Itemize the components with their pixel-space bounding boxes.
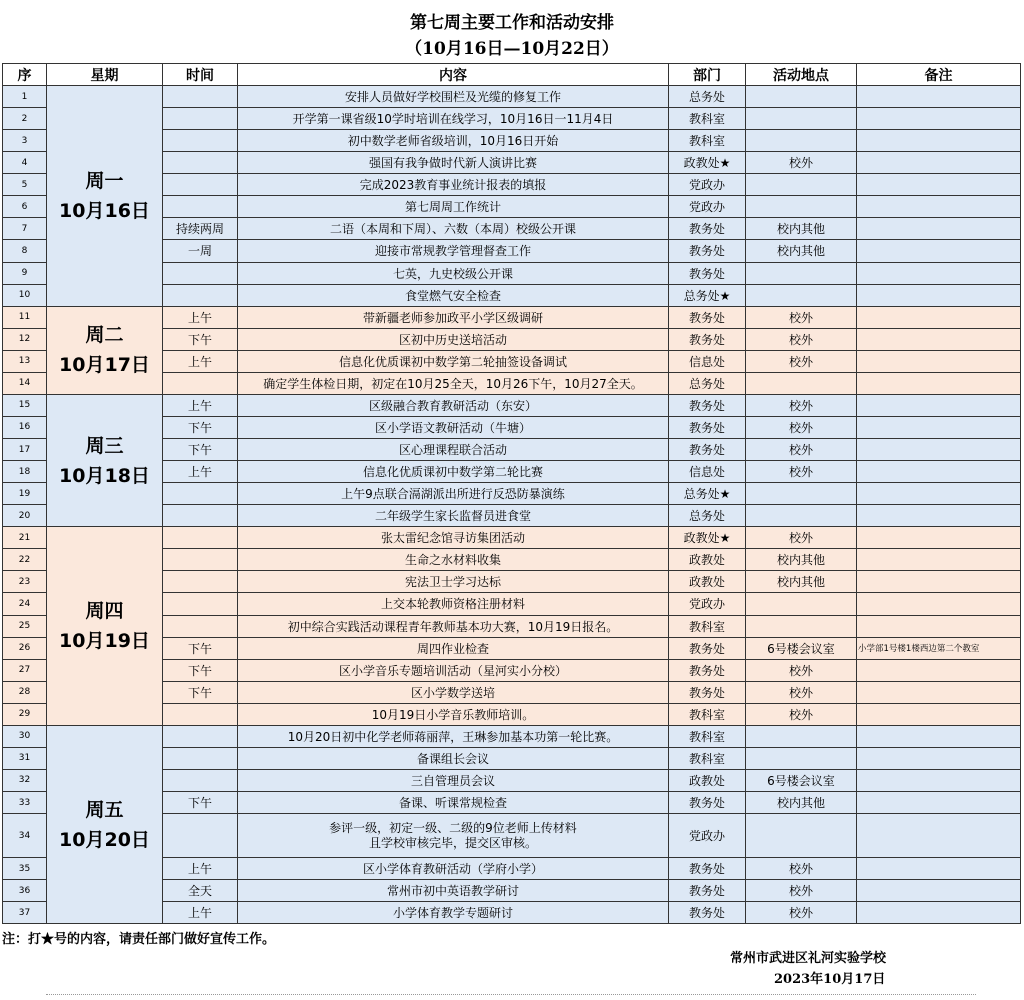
time-cell [163, 505, 238, 527]
department-cell: 教科室 [669, 130, 746, 152]
row-index: 9 [3, 262, 47, 284]
row-index: 4 [3, 152, 47, 174]
weekday-cell [47, 86, 163, 307]
remarks-cell [857, 571, 1021, 593]
location-cell: 校外 [746, 394, 857, 416]
content-cell: 三自管理员会议 [238, 769, 669, 791]
row-index: 14 [3, 372, 47, 394]
weekday-name: 周三 [85, 434, 124, 457]
department-cell: 教科室 [669, 108, 746, 130]
location-cell [746, 483, 857, 505]
remarks-cell [857, 174, 1021, 196]
remarks-cell [857, 880, 1021, 902]
school-name: 常州市武进区礼河实验学校 [730, 951, 887, 966]
table-row [3, 527, 1021, 549]
time-cell [163, 86, 238, 108]
time-cell [163, 593, 238, 615]
table-row [3, 394, 1021, 416]
remarks-cell [857, 240, 1021, 262]
row-index: 18 [3, 461, 47, 483]
row-index: 10 [3, 284, 47, 306]
remarks-cell [857, 372, 1021, 394]
content-cell: 区初中历史送培活动 [238, 328, 669, 350]
location-cell [746, 108, 857, 130]
header-content: 内容 [238, 64, 669, 86]
location-cell: 校内其他 [746, 240, 857, 262]
weekday-date: 10月17日 [59, 354, 150, 377]
time-cell [163, 769, 238, 791]
content-cell: 强国有我争做时代新人演讲比赛 [238, 152, 669, 174]
department-cell: 政教处 [669, 769, 746, 791]
header-weekday: 星期 [47, 64, 163, 86]
remarks-cell [857, 108, 1021, 130]
page-subtitle: （10月16日—10月22日） [405, 39, 619, 59]
department-cell: 党政办 [669, 174, 746, 196]
content-cell: 10月20日初中化学老师蒋丽萍，王琳参加基本功第一轮比赛。 [238, 725, 669, 747]
remarks-cell [857, 659, 1021, 681]
content-cell: 宪法卫士学习达标 [238, 571, 669, 593]
department-cell: 党政办 [669, 593, 746, 615]
row-index: 29 [3, 703, 47, 725]
department-cell: 党政办 [669, 814, 746, 858]
time-cell: 上午 [163, 902, 238, 924]
location-cell [746, 262, 857, 284]
location-cell [746, 174, 857, 196]
time-cell [163, 814, 238, 858]
row-index: 32 [3, 769, 47, 791]
remarks-cell [857, 328, 1021, 350]
remarks-cell [857, 86, 1021, 108]
row-index: 25 [3, 615, 47, 637]
remarks-cell [857, 505, 1021, 527]
remarks-cell [857, 747, 1021, 769]
row-index: 33 [3, 792, 47, 814]
content-cell: 确定学生体检日期，初定在10月25全天，10月26下午，10月27全天。 [238, 372, 669, 394]
remarks-cell [857, 461, 1021, 483]
header-remarks: 备注 [857, 64, 1021, 86]
department-cell: 总务处★ [669, 284, 746, 306]
time-cell: 上午 [163, 350, 238, 372]
content-cell: 迎接市常规教学管理督查工作 [238, 240, 669, 262]
department-cell: 总务处 [669, 372, 746, 394]
weekday-date: 10月20日 [59, 828, 150, 851]
row-index: 27 [3, 659, 47, 681]
time-cell [163, 130, 238, 152]
row-index: 8 [3, 240, 47, 262]
remarks-cell [857, 792, 1021, 814]
content-cell: 初中综合实践活动课程青年教师基本功大赛，10月19日报名。 [238, 615, 669, 637]
table-row [3, 86, 1021, 108]
time-cell [163, 549, 238, 571]
remarks-cell [857, 703, 1021, 725]
department-cell: 总务处★ [669, 483, 746, 505]
location-cell [746, 814, 857, 858]
row-index: 17 [3, 439, 47, 461]
remarks-cell [857, 262, 1021, 284]
remarks-cell [857, 814, 1021, 858]
location-cell: 校外 [746, 858, 857, 880]
row-index: 6 [3, 196, 47, 218]
weekday-cell [47, 306, 163, 394]
row-index: 31 [3, 747, 47, 769]
weekday-cell [47, 394, 163, 526]
location-cell: 校内其他 [746, 571, 857, 593]
time-cell [163, 372, 238, 394]
time-cell: 上午 [163, 461, 238, 483]
remarks-cell [857, 593, 1021, 615]
content-cell: 带新疆老师参加政平小学区级调研 [238, 306, 669, 328]
row-index: 2 [3, 108, 47, 130]
weekday-name: 周二 [85, 324, 124, 347]
weekday-cell [47, 527, 163, 726]
remarks-cell [857, 769, 1021, 791]
department-cell: 政教处 [669, 549, 746, 571]
time-cell [163, 571, 238, 593]
location-cell: 校外 [746, 461, 857, 483]
remarks-cell [857, 350, 1021, 372]
remarks-cell [857, 152, 1021, 174]
content-cell: 常州市初中英语教学研讨 [238, 880, 669, 902]
department-cell: 总务处 [669, 505, 746, 527]
row-index: 36 [3, 880, 47, 902]
header-time: 时间 [163, 64, 238, 86]
department-cell: 教务处 [669, 439, 746, 461]
content-cell: 上交本轮教师资格注册材料 [238, 593, 669, 615]
time-cell [163, 747, 238, 769]
location-cell: 校内其他 [746, 218, 857, 240]
content-cell: 第七周周工作统计 [238, 196, 669, 218]
time-cell: 下午 [163, 637, 238, 659]
location-cell: 校内其他 [746, 792, 857, 814]
time-cell: 持续两周 [163, 218, 238, 240]
remarks-cell [857, 416, 1021, 438]
department-cell: 信息处 [669, 461, 746, 483]
remarks-cell [857, 394, 1021, 416]
location-cell [746, 593, 857, 615]
content-cell: 信息化优质课初中数学第二轮比赛 [238, 461, 669, 483]
content-cell: 信息化优质课初中数学第二轮抽签设备调试 [238, 350, 669, 372]
location-cell: 校外 [746, 152, 857, 174]
department-cell: 教务处 [669, 637, 746, 659]
weekday-date: 10月16日 [59, 199, 150, 222]
location-cell: 校外 [746, 681, 857, 703]
remarks-cell [857, 284, 1021, 306]
content-cell: 备课组长会议 [238, 747, 669, 769]
department-cell: 教务处 [669, 394, 746, 416]
table-row [3, 306, 1021, 328]
remarks-cell [857, 549, 1021, 571]
row-index: 21 [3, 527, 47, 549]
row-index: 3 [3, 130, 47, 152]
remarks-cell [857, 902, 1021, 924]
header-location: 活动地点 [746, 64, 857, 86]
row-index: 22 [3, 549, 47, 571]
location-cell [746, 196, 857, 218]
department-cell: 教务处 [669, 681, 746, 703]
content-cell: 二年级学生家长监督员进食堂 [238, 505, 669, 527]
location-cell: 校外 [746, 527, 857, 549]
department-cell: 教务处 [669, 240, 746, 262]
department-cell: 教务处 [669, 659, 746, 681]
location-cell [746, 86, 857, 108]
row-index: 5 [3, 174, 47, 196]
weekday-name: 周五 [85, 798, 124, 821]
remarks-cell [857, 130, 1021, 152]
content-cell: 初中数学老师省级培训，10月16日开始 [238, 130, 669, 152]
time-cell: 下午 [163, 328, 238, 350]
content-cell: 上午9点联合滆湖派出所进行反恐防暴演练 [238, 483, 669, 505]
remarks-cell [857, 196, 1021, 218]
location-cell [746, 130, 857, 152]
content-cell: 食堂燃气安全检查 [238, 284, 669, 306]
remarks-cell [857, 725, 1021, 747]
department-cell: 党政办 [669, 196, 746, 218]
location-cell: 校内其他 [746, 549, 857, 571]
row-index: 35 [3, 858, 47, 880]
location-cell [746, 372, 857, 394]
location-cell: 校外 [746, 439, 857, 461]
row-index: 30 [3, 725, 47, 747]
schedule-table [2, 63, 1021, 924]
department-cell: 教科室 [669, 747, 746, 769]
remarks-cell [857, 527, 1021, 549]
department-cell: 信息处 [669, 350, 746, 372]
time-cell [163, 703, 238, 725]
department-cell: 总务处 [669, 86, 746, 108]
header-index: 序 [3, 64, 47, 86]
time-cell [163, 196, 238, 218]
time-cell: 一周 [163, 240, 238, 262]
location-cell [746, 284, 857, 306]
department-cell: 教务处 [669, 262, 746, 284]
location-cell: 校外 [746, 328, 857, 350]
weekday-name: 周四 [85, 600, 124, 623]
department-cell: 教务处 [669, 880, 746, 902]
time-cell: 上午 [163, 858, 238, 880]
department-cell: 教务处 [669, 858, 746, 880]
department-cell: 教务处 [669, 902, 746, 924]
content-cell: 区心理课程联合活动 [238, 439, 669, 461]
remarks-cell [857, 615, 1021, 637]
weekday-cell [47, 725, 163, 923]
row-index: 7 [3, 218, 47, 240]
content-cell: 10月19日小学音乐教师培训。 [238, 703, 669, 725]
time-cell [163, 615, 238, 637]
row-index: 1 [3, 86, 47, 108]
location-cell [746, 725, 857, 747]
row-index: 11 [3, 306, 47, 328]
remarks-cell [857, 439, 1021, 461]
issue-date: 2023年10月17日 [774, 972, 886, 987]
table-header-row [3, 64, 1021, 86]
location-cell [746, 615, 857, 637]
table-row [3, 725, 1021, 747]
content-cell: 二语（本周和下周）、六数（本周）校级公开课 [238, 218, 669, 240]
location-cell: 校外 [746, 703, 857, 725]
content-cell: 周四作业检查 [238, 637, 669, 659]
row-index: 16 [3, 416, 47, 438]
content-cell: 小学体育教学专题研讨 [238, 902, 669, 924]
time-cell [163, 108, 238, 130]
location-cell [746, 747, 857, 769]
time-cell: 全天 [163, 880, 238, 902]
content-cell: 张太雷纪念馆寻访集团活动 [238, 527, 669, 549]
location-cell: 6号楼会议室 [746, 637, 857, 659]
row-index: 15 [3, 394, 47, 416]
department-cell: 教务处 [669, 218, 746, 240]
content-cell: 完成2023教育事业统计报表的填报 [238, 174, 669, 196]
time-cell: 下午 [163, 792, 238, 814]
time-cell: 上午 [163, 394, 238, 416]
row-index: 34 [3, 814, 47, 858]
location-cell: 校外 [746, 306, 857, 328]
location-cell [746, 505, 857, 527]
remarks-cell [857, 858, 1021, 880]
remarks-cell [857, 218, 1021, 240]
row-index: 13 [3, 350, 47, 372]
time-cell [163, 483, 238, 505]
content-cell: 参评一级，初定一级、二级的9位老师上传材料 且学校审核完毕，提交区审核。 [238, 814, 669, 858]
time-cell: 下午 [163, 681, 238, 703]
header-department: 部门 [669, 64, 746, 86]
department-cell: 教务处 [669, 416, 746, 438]
department-cell: 教科室 [669, 725, 746, 747]
location-cell: 校外 [746, 350, 857, 372]
department-cell: 政教处★ [669, 527, 746, 549]
content-cell: 七英，九史校级公开课 [238, 262, 669, 284]
row-index: 19 [3, 483, 47, 505]
content-cell: 安排人员做好学校围栏及光缆的修复工作 [238, 86, 669, 108]
location-cell: 校外 [746, 880, 857, 902]
page-title: 第七周主要工作和活动安排 [410, 13, 614, 33]
content-cell: 区小学音乐专题培训活动（星河实小分校） [238, 659, 669, 681]
time-cell [163, 527, 238, 549]
department-cell: 政教处 [669, 571, 746, 593]
time-cell [163, 284, 238, 306]
location-cell: 校外 [746, 659, 857, 681]
remarks-cell [857, 681, 1021, 703]
row-index: 26 [3, 637, 47, 659]
weekday-date: 10月18日 [59, 464, 150, 487]
department-cell: 教务处 [669, 328, 746, 350]
row-index: 23 [3, 571, 47, 593]
time-cell [163, 262, 238, 284]
schedule-body [3, 86, 1021, 924]
row-index: 24 [3, 593, 47, 615]
department-cell: 政教处★ [669, 152, 746, 174]
content-cell: 生命之水材料收集 [238, 549, 669, 571]
location-cell: 6号楼会议室 [746, 769, 857, 791]
remarks-cell [857, 306, 1021, 328]
department-cell: 教科室 [669, 615, 746, 637]
time-cell [163, 174, 238, 196]
row-index: 20 [3, 505, 47, 527]
row-index: 28 [3, 681, 47, 703]
remarks-cell [857, 483, 1021, 505]
content-cell: 区小学数学送培 [238, 681, 669, 703]
time-cell [163, 725, 238, 747]
content-cell: 区级融合教育教研活动（东安） [238, 394, 669, 416]
footnote: 注：打★号的内容，请责任部门做好宣传工作。 [2, 932, 276, 947]
divider [46, 994, 976, 995]
time-cell: 下午 [163, 659, 238, 681]
content-cell: 区小学体育教研活动（学府小学） [238, 858, 669, 880]
time-cell: 下午 [163, 439, 238, 461]
weekday-name: 周一 [85, 169, 124, 192]
time-cell: 上午 [163, 306, 238, 328]
content-cell: 开学第一课省级10学时培训在线学习，10月16日一11月4日 [238, 108, 669, 130]
location-cell: 校外 [746, 902, 857, 924]
department-cell: 教科室 [669, 703, 746, 725]
department-cell: 教务处 [669, 306, 746, 328]
content-cell: 区小学语文教研活动（牛塘） [238, 416, 669, 438]
content-cell: 备课、听课常规检查 [238, 792, 669, 814]
location-cell: 校外 [746, 416, 857, 438]
department-cell: 教务处 [669, 792, 746, 814]
time-cell [163, 152, 238, 174]
row-index: 12 [3, 328, 47, 350]
weekday-date: 10月19日 [59, 630, 150, 653]
row-index: 37 [3, 902, 47, 924]
time-cell: 下午 [163, 416, 238, 438]
remarks-cell: 小学部1号楼1楼西边第二个教室 [857, 637, 1021, 659]
